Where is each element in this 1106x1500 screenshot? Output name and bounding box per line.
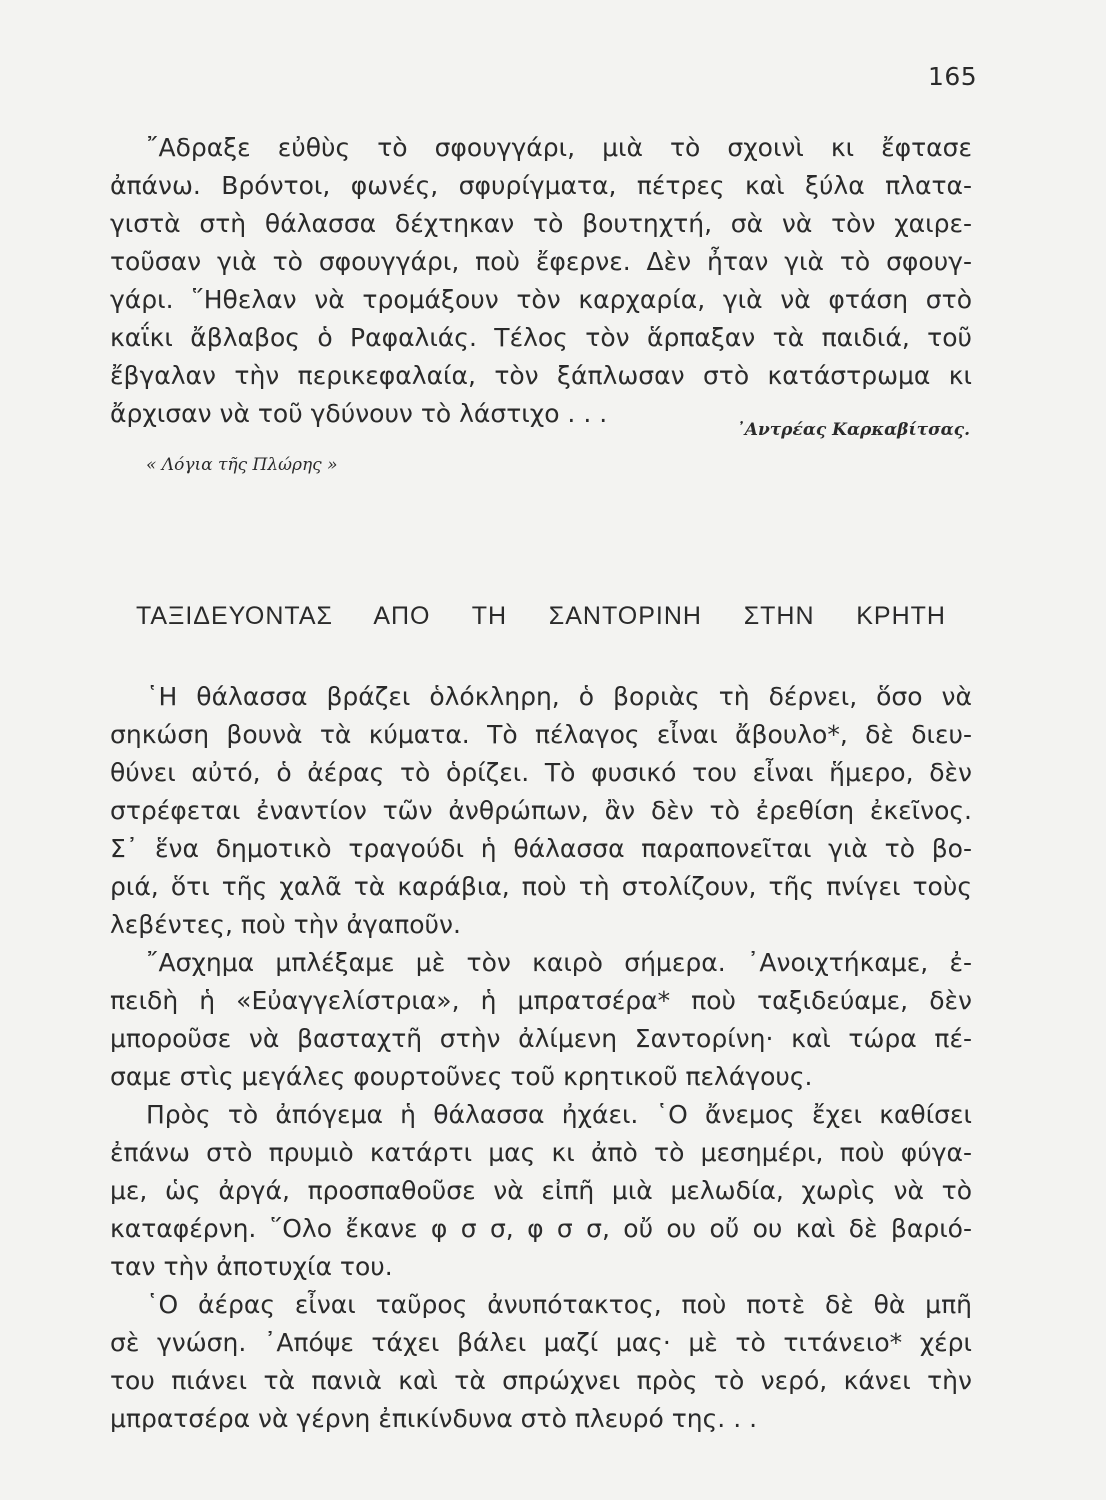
text-line: θύνει αὐτό, ὁ ἀέρας τὸ ὁρίζει. Τὸ φυσικό του εἶναι ἥμερο, δὲν [110, 758, 972, 787]
text-line: λεβέντες, ποὺ τὴν ἀγαποῦν. [110, 910, 461, 939]
text-line: σηκώση βουνὰ τὰ κύματα. Τὸ πέλαγος εἶναι ἄβουλο*, δὲ διευ- [110, 720, 972, 749]
text-line: ἐπάνω στὸ πρυμιὸ κατάρτι μας κι ἀπὸ τὸ μεσημέρι, ποὺ φύγα- [110, 1138, 972, 1167]
text-line: με, ὡς ἀργά, προσπαθοῦσε νὰ εἰπῆ μιὰ μελωδία, χωρὶς νὰ τὸ [110, 1176, 972, 1205]
text-line: ῎Αδραξε εὐθὺς τὸ σφουγγάρι, μιὰ τὸ σχοινὶ κι ἔφτασε [146, 133, 972, 162]
text-line: τοῦσαν γιὰ τὸ σφουγγάρι, ποὺ ἔφερνε. Δὲν ἦταν γιὰ τὸ σφουγ- [110, 247, 972, 276]
text-line: του πιάνει τὰ πανιὰ καὶ τὰ σπρώχνει πρὸς τὸ νερό, κάνει τὴν [110, 1366, 972, 1395]
page-number: 165 [928, 62, 978, 91]
text-line: ἔβγαλαν τὴν περικεφαλαία, τὸν ξάπλωσαν στὸ κατάστρωμα κι [110, 361, 972, 390]
text-line: ῾Η θάλασσα βράζει ὁλόκληρη, ὁ βοριὰς τὴ δέρνει, ὅσο νὰ [146, 682, 972, 711]
text-line: σαμε στὶς μεγάλες φουρτοῦνες τοῦ κρητικοῦ πελάγους. [110, 1062, 813, 1091]
text-line: γάρι. ῞Ηθελαν νὰ τρομάξουν τὸν καρχαρία, γιὰ νὰ φτάση στὸ [110, 285, 972, 314]
section-heading: ΤΑΞΙΔΕΥΟΝΤΑΣ ΑΠΟ ΤΗ ΣΑΝΤΟΡΙΝΗ ΣΤΗΝ ΚΡΗΤΗ [136, 602, 946, 630]
text-line: στρέφεται ἐναντίον τῶν ἀνθρώπων, ἂν δὲν τὸ ἐρεθίση ἐκεῖνος. [110, 796, 972, 825]
source-citation: « Λόγια τῆς Πλώρης » [146, 455, 338, 475]
text-line: ταν τὴν ἀποτυχία του. [110, 1252, 393, 1281]
text-line: ἄρχισαν νὰ τοῦ γδύνουν τὸ λάστιχο . . . [110, 399, 608, 428]
text-line: Σ᾿ ἕνα δημοτικὸ τραγούδι ἡ θάλασσα παραπονεῖται γιὰ τὸ βο- [110, 834, 972, 863]
text-line: γιστὰ στὴ θάλασσα δέχτηκαν τὸ βουτηχτή, σὰ νὰ τὸν χαιρε- [110, 209, 972, 238]
text-line: ριά, ὅτι τῆς χαλᾶ τὰ καράβια, ποὺ τὴ στολίζουν, τῆς πνίγει τοὺς [110, 872, 972, 901]
text-line: ἀπάνω. Βρόντοι, φωνές, σφυρίγματα, πέτρες καὶ ξύλα πλατα- [110, 171, 972, 200]
text-line: μποροῦσε νὰ βασταχτῆ στὴν ἀλίμενη Σαντορίνη· καὶ τώρα πέ- [110, 1024, 972, 1053]
text-line: Πρὸς τὸ ἀπόγεμα ἡ θάλασσα ἠχάει. ῾Ο ἄνεμος ἔχει καθίσει [146, 1100, 972, 1129]
author-signature: ᾿Αντρέας Καρκαβίτσας. [736, 420, 970, 440]
text-line: καΐκι ἄβλαβος ὁ Ραφαλιάς. Τέλος τὸν ἅρπαξαν τὰ παιδιά, τοῦ [110, 323, 972, 352]
text-line: καταφέρνη. ῞Ολο ἔκανε φ σ σ, φ σ σ, οὔ ου οὔ ου καὶ δὲ βαριό- [110, 1214, 972, 1243]
text-line: πειδὴ ἡ «Εὐαγγελίστρια», ἡ μπρατσέρα* ποὺ ταξιδεύαμε, δὲν [110, 986, 972, 1015]
text-line: ῎Ασχημα μπλέξαμε μὲ τὸν καιρὸ σήμερα. ᾿Ανοιχτήκαμε, ἐ- [146, 948, 972, 977]
text-line: μπρατσέρα νὰ γέρνη ἐπικίνδυνα στὸ πλευρό της. . . [110, 1404, 758, 1433]
text-line: ῾Ο ἀέρας εἶναι ταῦρος ἀνυπότακτος, ποὺ ποτὲ δὲ θὰ μπῆ [146, 1290, 972, 1319]
text-line: σὲ γνώση. ᾿Απόψε τάχει βάλει μαζί μας· μὲ τὸ τιτάνειο* χέρι [110, 1328, 972, 1357]
